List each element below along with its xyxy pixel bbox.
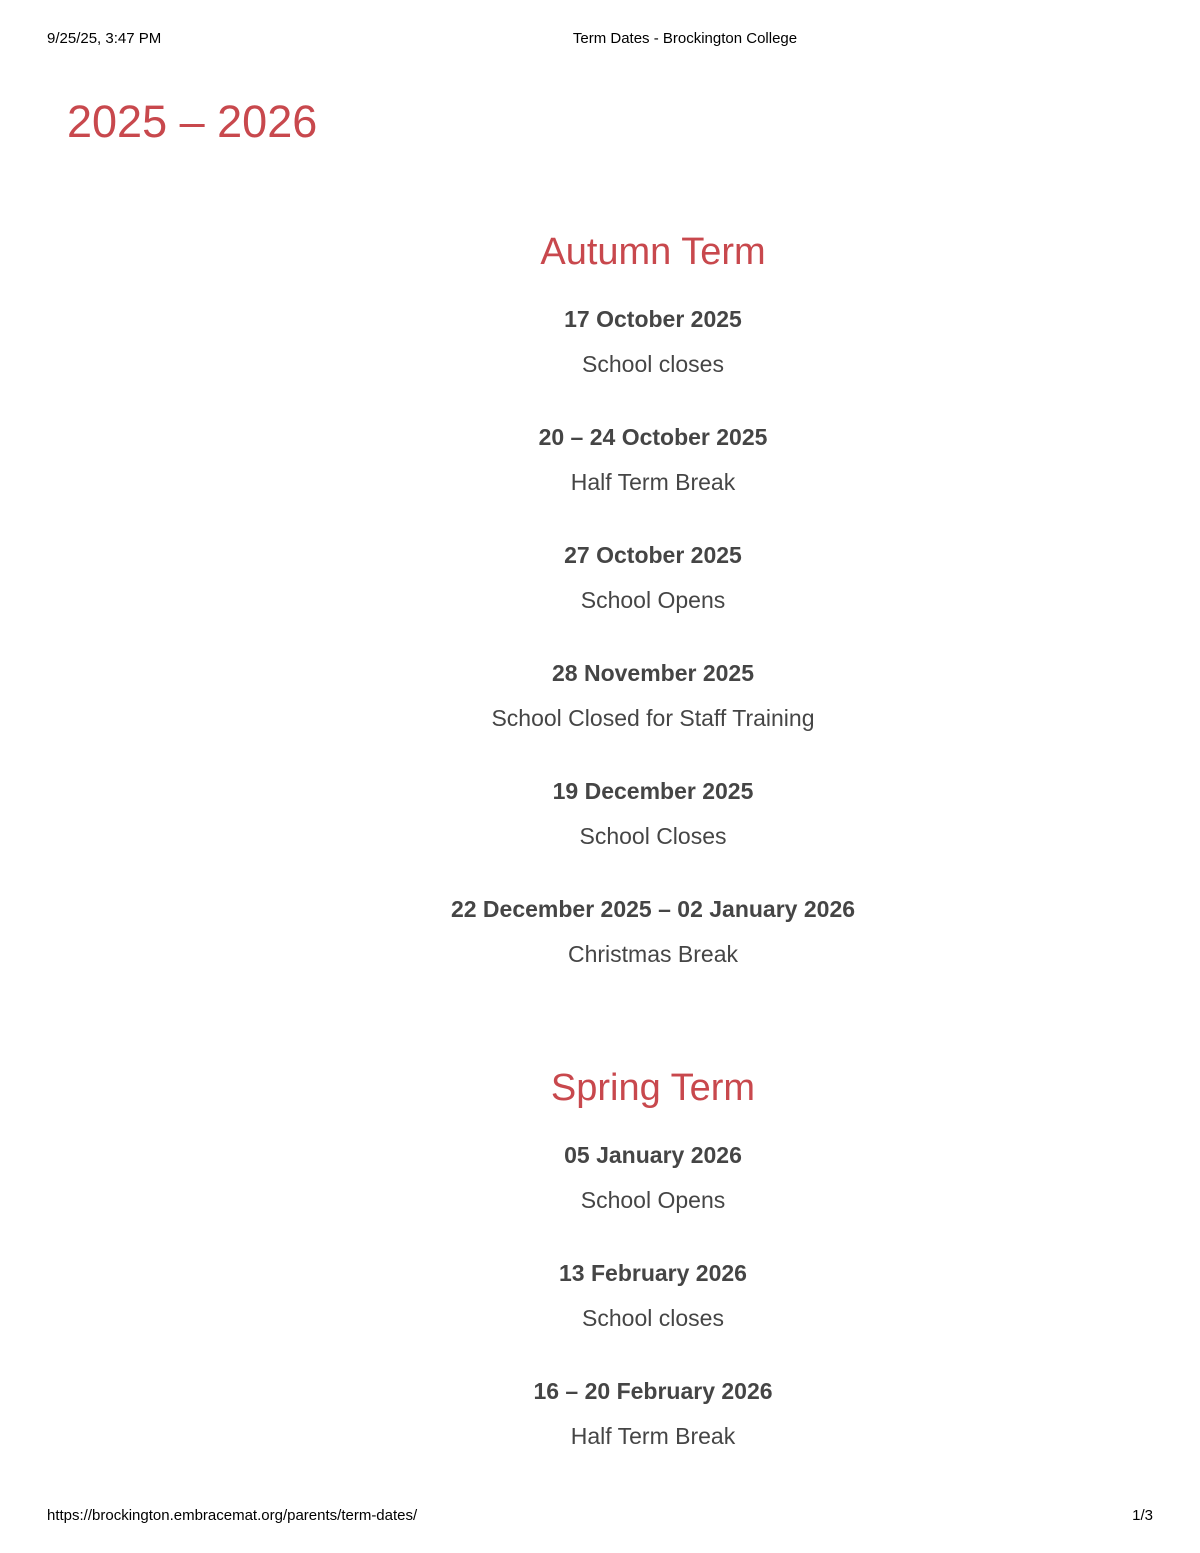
event-date: 28 November 2025 (551, 660, 754, 686)
event-description: Half Term Break (570, 469, 736, 495)
term-dates-content (0, 226, 1200, 1494)
term-event (106, 540, 1200, 658)
event-date: 17 October 2025 (564, 306, 742, 332)
term-event (106, 894, 1200, 1012)
term-event (106, 304, 1200, 422)
term-title: Spring Term (550, 1067, 756, 1109)
term-title: Autumn Term (540, 231, 766, 273)
event-date: 16 – 20 February 2026 (533, 1378, 773, 1404)
autumn-term-section (106, 226, 1200, 1012)
event-description: School Opens (580, 1187, 726, 1213)
term-event (106, 1258, 1200, 1376)
term-events-list (106, 304, 1200, 1012)
term-event (106, 422, 1200, 540)
page-title: 2025 – 2026 (67, 96, 318, 147)
term-event (106, 1376, 1200, 1494)
event-description: School closes (582, 1305, 724, 1331)
event-date: 22 December 2025 – 02 January 2026 (450, 896, 856, 922)
event-description: School Closed for Staff Training (491, 705, 815, 731)
event-date: 20 – 24 October 2025 (538, 424, 768, 450)
spring-term-section (106, 1062, 1200, 1494)
print-document-title: Term Dates - Brockington College (572, 30, 798, 47)
print-timestamp: 9/25/25, 3:47 PM (47, 30, 162, 47)
event-description: School Closes (579, 823, 727, 849)
event-description: School closes (582, 351, 724, 377)
event-date: 27 October 2025 (564, 542, 742, 568)
term-events-list (106, 1140, 1200, 1494)
event-date: 05 January 2026 (564, 1142, 742, 1168)
event-date: 13 February 2026 (559, 1260, 747, 1286)
print-header (47, 30, 1153, 50)
print-footer (47, 1507, 1153, 1527)
event-description: Christmas Break (568, 941, 738, 967)
page-number: 1/3 (1132, 1507, 1153, 1524)
event-date: 19 December 2025 (552, 778, 754, 804)
event-description: Half Term Break (570, 1423, 736, 1449)
page-url: https://brockington.embracemat.org/parents/term-dates/ (47, 1507, 418, 1524)
term-event (106, 1140, 1200, 1258)
term-event (106, 658, 1200, 776)
event-description: School Opens (580, 587, 726, 613)
term-event (106, 776, 1200, 894)
